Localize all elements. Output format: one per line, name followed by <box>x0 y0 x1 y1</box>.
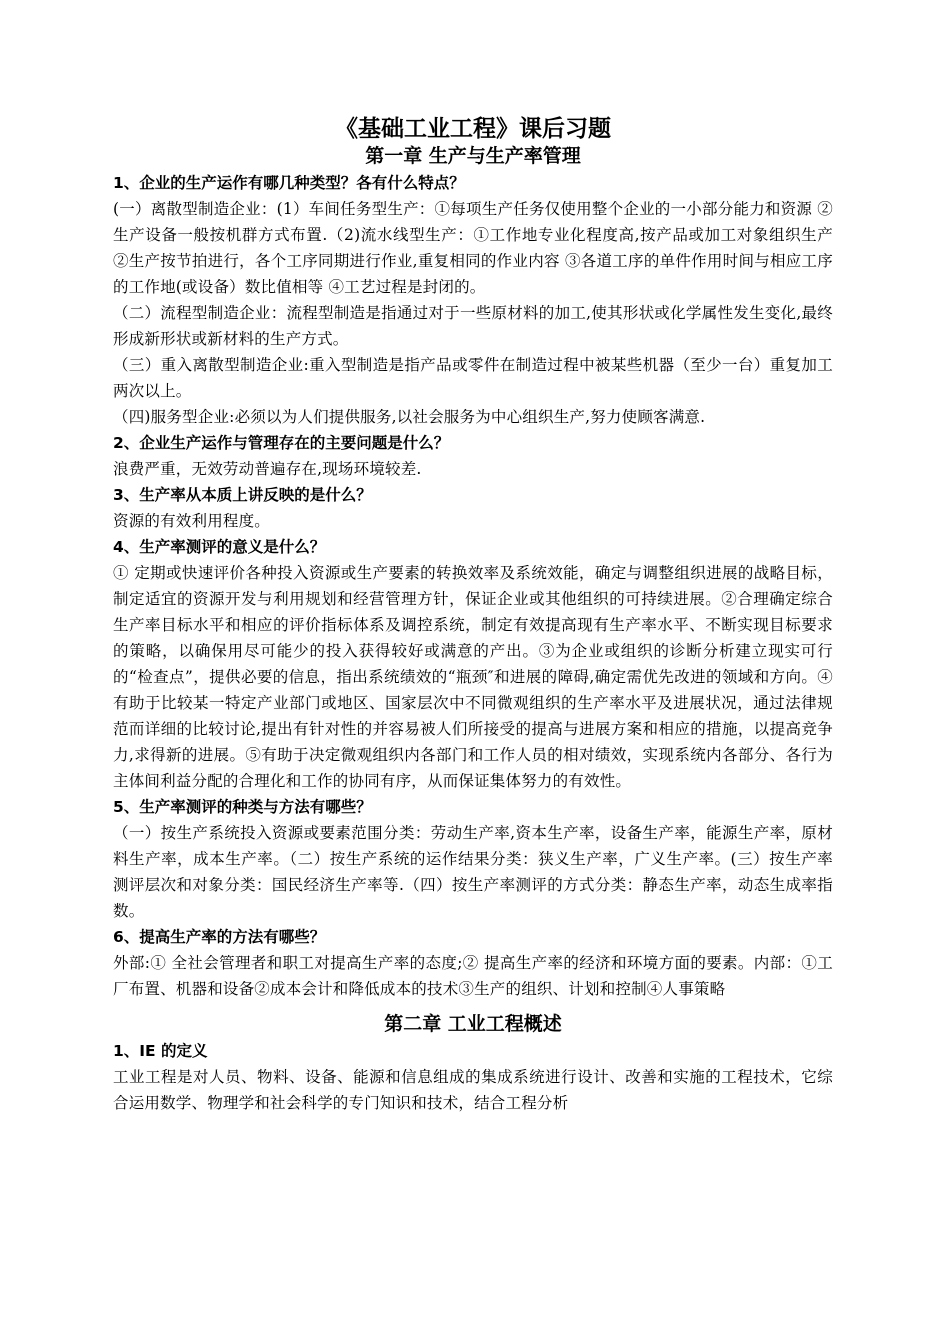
answer-4: ① 定期或快速评价各种投入资源或生产要素的转换效率及系统效能，确定与调整组织进展的战略目标，制定适宜的资源开发与利用规划和经营管理方针，保证企业或其他组织的可持续进展。②合理确定综合生产率目标水平和相应的评价指标体系及调控系统，制定有效提高现有生产率水平、不断实现目标要求的策略，以确保用尽可能少的投入获得较好或满意的产出。③为企业或组织的诊断分析建立现实可行的“检查点”，提供必要的信息，指出系统绩效的“瓶颈″和进展的障碍,确定需优先改进的领域和方向。④有助于比较某一特定产业部门或地区、国家层次中不同微观组织的生产率水平及进展状况，通过法律规范而详细的比较讨论,提出有针对性的并容易被人们所接受的提高与进展方案和相应的措施，以提高竞争力,求得新的进展。⑤有助于决定微观组织内各部门和工作人员的相对绩效，实现系统内各部分、各行为主体间利益分配的合理化和工作的协同有序，从而保证集体努力的有效性。 <box>113 564 833 790</box>
chapter-2-question-1: 1、IE 的定义 <box>113 1042 208 1060</box>
answer-1-part-4: （四)服务型企业:必须以为人们提供服务,以社会服务为中心组织生产,努力使顾客满意. <box>113 408 706 426</box>
question-4: 4、生产率测评的意义是什么？ <box>113 538 326 556</box>
answer-1-part-1: (一）离散型制造企业：(1）车间任务型生产：①每项生产任务仅使用整个企业的一小部分能力和资源 ②生产设备一般按机群方式布置.（2)流水线型生产：①工作地专业化程度高,按产品或加工对象组织生产 ②生产按节拍进行，各个工序同期进行作业,重复相同的作业内容 ③各道工序的单件作用时间与相应工序的工作地(或设备）数比值相等 ④工艺过程是封闭的。 <box>113 200 833 296</box>
answer-3: 资源的有效利用程度。 <box>113 512 271 530</box>
question-1: 1、企业的生产运作有哪几种类型？各有什么特点？ <box>113 174 465 192</box>
question-2: 2、企业生产运作与管理存在的主要问题是什么？ <box>113 434 450 452</box>
question-5: 5、生产率测评的种类与方法有哪些？ <box>113 798 372 816</box>
chapter-2-answer-1: 工业工程是对人员、物料、设备、能源和信息组成的集成系统进行设计、改善和实施的工程技术，它综合运用数学、物理学和社会科学的专门知识和技术，结合工程分析 <box>113 1068 833 1112</box>
question-3: 3、生产率从本质上讲反映的是什么？ <box>113 486 372 504</box>
document-title: 《基础工业工程》课后习题 <box>335 116 611 142</box>
chapter-2-heading: 第二章 工业工程概述 <box>384 1013 562 1035</box>
document-page <box>113 116 833 1116</box>
chapter-1-heading: 第一章 生产与生产率管理 <box>365 145 581 167</box>
answer-1-part-3: （三）重入离散型制造企业:重入型制造是指产品或零件在制造过程中被某些机器（至少一台）重复加工两次以上。 <box>113 356 833 400</box>
answer-6: 外部:① 全社会管理者和职工对提高生产率的态度;② 提高生产率的经济和环境方面的要素。内部：①工厂布置、机器和设备②成本会计和降低成本的技术③生产的组织、计划和控制④人事策略 <box>113 954 833 998</box>
answer-1-part-2: （二）流程型制造企业：流程型制造是指通过对于一些原材料的加工,使其形状或化学属性发生变化,最终形成新形状或新材料的生产方式。 <box>113 304 833 348</box>
answer-2: 浪费严重，无效劳动普遍存在,现场环境较差. <box>113 460 422 478</box>
answer-5: （一）按生产系统投入资源或要素范围分类：劳动生产率,资本生产率，设备生产率，能源生产率，原材料生产率，成本生产率。（二）按生产系统的运作结果分类：狭义生产率，广义生产率。(三）按生产率测评层次和对象分类：国民经济生产率等.（四）按生产率测评的方式分类：静态生产率，动态生成率指数。 <box>113 824 833 920</box>
question-6: 6、提高生产率的方法有哪些？ <box>113 928 326 946</box>
